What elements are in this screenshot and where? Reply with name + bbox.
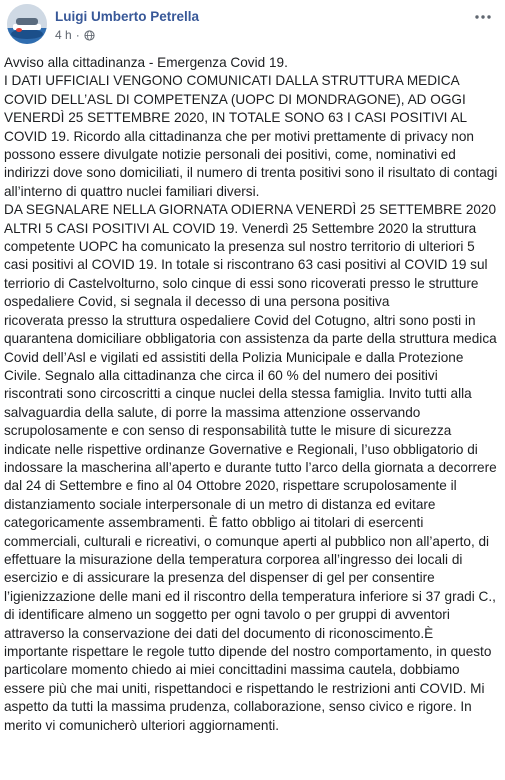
post-paragraph-official-data: I DATI UFFICIALI VENGONO COMUNICATI DALLA STRUTTURA MEDICA COVID DELL’ASL DI COMPETENZA (UOPC DI MONDRAGONE), AD OGGI VENERDÌ 25 SETTEMBRE 2020, IN TOTALE SONO 63 I CASI POSITIVI AL COVID 19. Ricordo alla cittadinanza che per motivi prettamente di privacy non possono essere divulgate notizie personali dei positivi, come, nominativi ed indirizzi dove sono domiciliati, il numero di trenta positivi sono il risultato di contagi all’interno di quattro nuclei familiari diversi. [4, 73, 502, 199]
post-text [4, 54, 500, 735]
post-paragraph-update: DA SEGNALARE NELLA GIORNATA ODIERNA VENERDÌ 25 SETTEMBRE 2020 ALTRI 5 CASI POSITIVI AL COVID 19. Venerdì 25 Settembre 2020 la struttura competente UOPC ha comunicato la presenza sul nostro territorio di ulteriori 5 casi positivi al COVID 19. In totale si riscontrano 63 casi positivi al COVID 19 sul terriorio di Castelvolturno, solo cinque di essi sono ricoverati presso le strutture ospedaliere Covid, si segnala il decesso di una persona positiva ricoverata presso la struttura ospedaliere Covid del Cotugno, altri sono posti in quarantena domiciliare obbligatoria con assistenza da parte della struttura medica Covid dell’Asl e vigilati ed assistiti della Polizia Municipale e dalla Protezione Civile. Segnalo alla cittadinanza che circa il 60 % del numero dei positivi riscontrati sono circoscritti a cinque nuclei della stessa famiglia. Invito tutti alla salvaguardia della salute, di porre la massima attenzione osservando scrupolosamente e con senso di responsabilità tutte le misure di sicurezza indicate nelle rispettive ordinanze Governative e Regionali, l’uso obbligatorio di indossare la mascherina all’aperto e durante tutto l’arco della giornata a decorrere dal 24 di Settembre e fino al 04 Ottobre 2020, rispettare scrupolosamente il distanziamento sociale interpersonale di un metro di distanza ed evitare categoricamente assembramenti. È fatto obbligo ai titolari di esercenti commerciali, culturali e ricreativi, o comunque aperti al pubblico non all’aperto, di effettuare la misurazione della temperatura corporea all’ingresso dei locali di esercizio e di assicurare la presenza del dispenser di gel per consentire l’igienizzazione delle mani ed il riscontro della temperatura inferiore si 37 gradi C., di identificare almeno un soggetto per ogni tavolo o per gruppi di avventori attraverso la conservazione dei dati del documento di riconoscimento.È importante rispettare le regole tutto dipende del nostro comportamento, in questo particolare momento chiedo ai miei concittadini massima cautela, dobbiamo essere più che mai uniti, rispettandoci e rispettando le restrizioni anti COVID. Mi aspetto da tutti la massima prudenza, collaborazione, senso civico e rigore. In merito vi comunicherò ulteriori aggiornamenti. [4, 202, 501, 733]
more-options-icon [475, 15, 491, 19]
post-header [0, 0, 505, 52]
meta-separator: · [75, 28, 80, 42]
more-options-button[interactable] [471, 8, 495, 26]
profile-picture-icon [7, 4, 47, 44]
author-name[interactable]: Luigi Umberto Petrella [55, 9, 200, 24]
avatar[interactable] [7, 4, 47, 44]
post-meta [55, 28, 95, 42]
post-timestamp[interactable]: 4 h [55, 28, 72, 42]
globe-icon[interactable] [84, 30, 95, 41]
post-paragraph-notice: Avviso alla cittadinanza - Emergenza Covid 19. [4, 55, 288, 70]
